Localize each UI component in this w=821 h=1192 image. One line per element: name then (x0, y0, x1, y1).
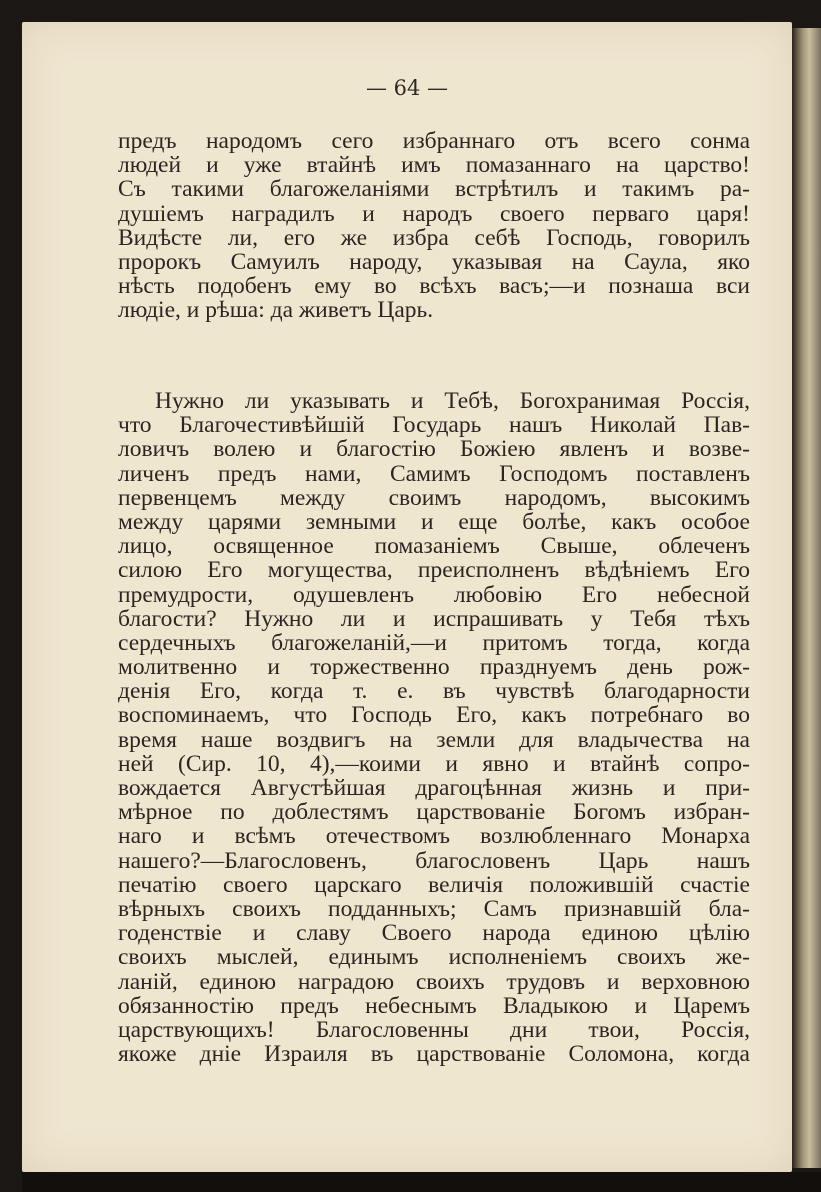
text-line: ланій, единою наградою своихъ трудовъ и верховною (118, 968, 750, 995)
text-line: людей и уже втайнѣ имъ помазаннаго на царство! (118, 152, 750, 179)
text-line: мѣрное по доблестямъ царствованіе Богомъ избран- (118, 799, 750, 826)
text-line: Съ такими благожеланіями встрѣтилъ и такимъ ра- (118, 176, 750, 203)
text-line: печатію своего царскаго величія положившій счастіе (118, 871, 750, 898)
text-line: молитвенно и торжественно празднуемъ день рож- (118, 654, 750, 681)
text-line: личенъ предъ нами, Самимъ Господомъ поставленъ (118, 460, 750, 487)
text-line: царствующихъ! Благословенны дни твои, Россія, (118, 1016, 750, 1043)
text-line: душіемъ наградилъ и народъ своего перваго царя! (118, 200, 750, 227)
text-line: пророкъ Самуилъ народу, указывая на Саула, яко (118, 248, 750, 275)
book-edge (792, 28, 821, 1168)
text-line: лицо, освященное помазаніемъ Свыше, облеченъ (118, 533, 750, 560)
text-line: денія Его, когда т. е. въ чувствѣ благодарности (118, 678, 750, 705)
text-line: воспоминаемъ, что Господь Его, какъ потребнаго во (118, 702, 750, 729)
text-line: ней (Сир. 10, 4),—коими и явно и втайнѣ сопро- (118, 750, 750, 777)
text-line: время наше воздвигъ на земли для владычества на (118, 726, 750, 753)
scan-border (22, 1172, 821, 1192)
text-line: силою Его могущества, преисполненъ вѣдѣніемъ Его (118, 557, 750, 584)
text-line: между царями земными и еще болѣе, какъ особое (118, 508, 750, 535)
text-line: премудрости, одушевленъ любовію Его небесной (118, 581, 750, 608)
paragraph-2 (118, 389, 750, 1066)
text-line: вождается Августѣйшая драгоцѣнная жизнь и при- (118, 775, 750, 801)
book-page (22, 22, 792, 1172)
paragraph-1 (118, 129, 750, 323)
text-line: годенствіе и славу Своего народа единою цѣлію (118, 920, 750, 947)
text-line: вѣрныхъ своихъ подданныхъ; Самъ признавшій бла- (118, 895, 750, 922)
text-line: сердечныхъ благожеланій,—и притомъ тогда, когда (118, 629, 750, 656)
text-line: Видѣсте ли, его же избра себѣ Господь, говорилъ (118, 224, 750, 251)
text-line: предъ народомъ сего избраннаго отъ всего сонма (118, 128, 750, 154)
text-line: Нужно ли указывать и Тебѣ, Богохранимая Россія, (155, 388, 750, 414)
text-line: благости? Нужно ли и испрашивать у Тебя тѣхъ (118, 605, 750, 632)
text-line: своихъ мыслей, единымъ исполненіемъ своихъ же- (118, 944, 750, 971)
text-line: обязанностію предъ небеснымъ Владыкою и Царемъ (118, 992, 750, 1019)
text-line: первенцемъ между своимъ народомъ, высокимъ (118, 484, 750, 511)
text-line: якоже дніе Израиля въ царствованіе Соломона, когда (118, 1041, 750, 1068)
text-line: нѣсть подобенъ ему во всѣхъ васъ;—и познаша вси (118, 273, 750, 300)
text-line: людіе, и рѣша: да живетъ Царь. (118, 297, 434, 324)
text-line: нашего?—Благословенъ, благословенъ Царь нашъ (118, 847, 750, 874)
text-line: ловичъ волею и благостію Божіею явленъ и возве- (118, 436, 750, 463)
text-line: наго и всѣмъ отечествомъ возлюбленнаго Монарха (118, 823, 750, 850)
page-number: — 64 — (365, 76, 449, 100)
text-line: что Благочестивѣйшій Государь нашъ Николай Пав- (118, 412, 750, 439)
